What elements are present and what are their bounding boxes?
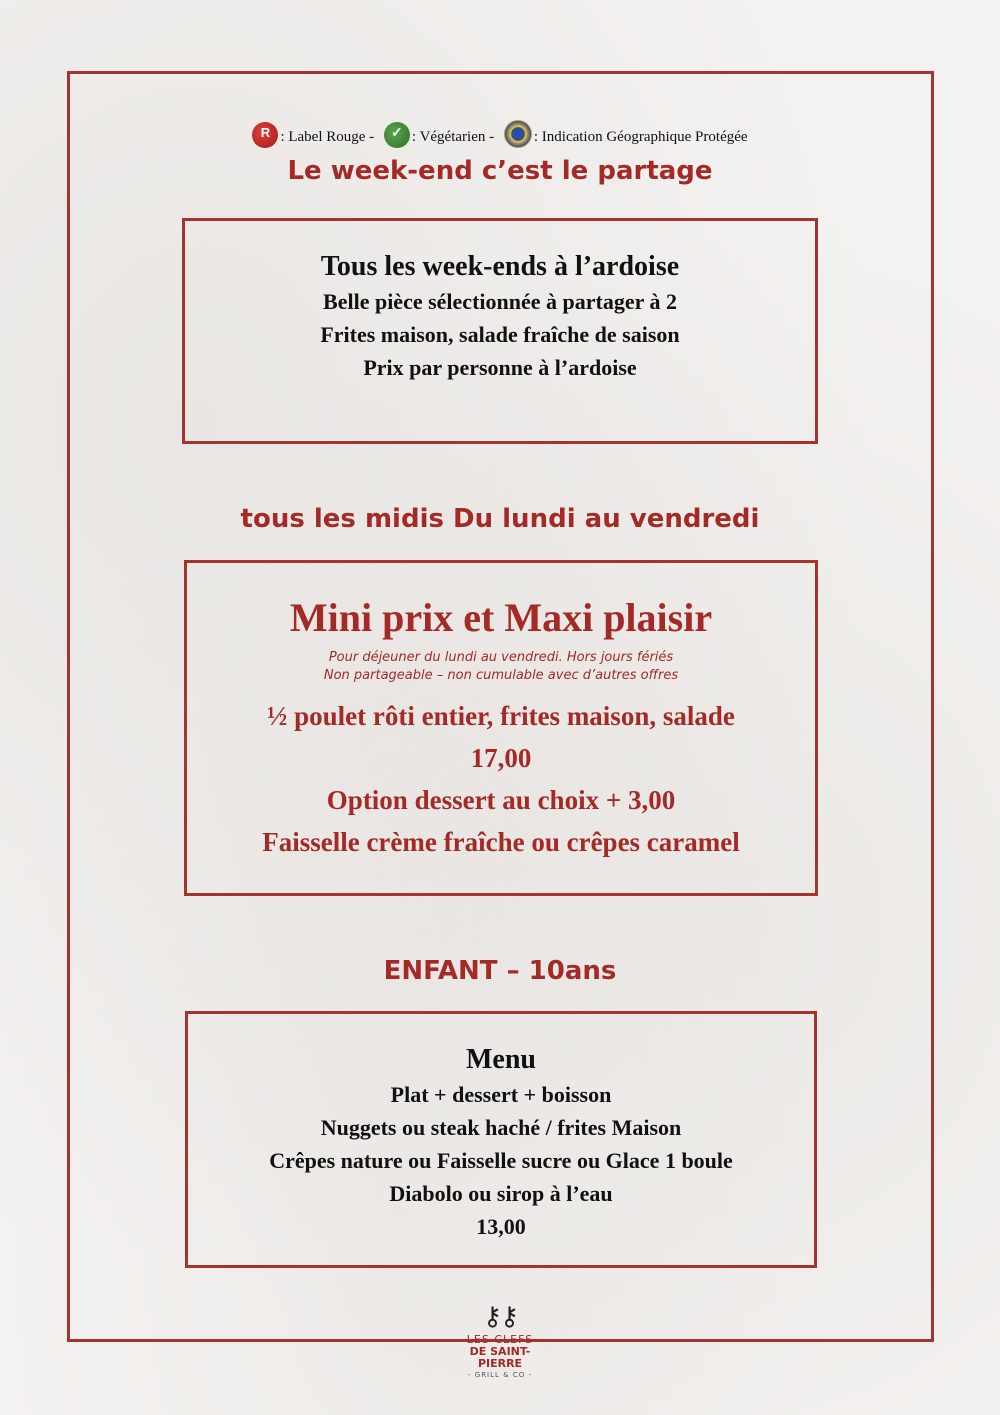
legend-igp: : Indication Géographique Protégée: [533, 129, 748, 145]
logo-line-2: DE SAINT-PIERRE: [469, 1345, 531, 1370]
legend-label-rouge: : Label Rouge -: [280, 129, 375, 145]
weekend-line: Frites maison, salade fraîche de saison: [320, 322, 680, 347]
vegetarian-icon: [384, 122, 410, 148]
restaurant-logo: [450, 1300, 550, 1380]
weekend-line: Belle pièce sélectionnée à partager à 2: [323, 289, 677, 314]
enfant-heading: ENFANT – 10ans: [383, 956, 617, 986]
enfant-price: 13,00: [476, 1214, 526, 1239]
legend-vegetarien: : Végétarien -: [411, 129, 495, 145]
label-rouge-icon: [252, 122, 278, 148]
logo-line-1: LES CLEFS: [466, 1333, 534, 1346]
midi-dessert: Faisselle crème fraîche ou crêpes caramel: [262, 827, 740, 857]
logo-line-3: - GRILL & CO -: [468, 1371, 532, 1379]
enfant-box: [185, 1011, 817, 1268]
weekend-heading: Le week-end c’est le partage: [287, 156, 713, 186]
midi-price: 17,00: [470, 743, 532, 773]
midi-box: [184, 560, 818, 896]
midi-dish: ½ poulet rôti entier, frites maison, salade: [267, 701, 735, 731]
midi-heading: tous les midis Du lundi au vendredi: [240, 504, 760, 534]
weekend-line: Prix par personne à l’ardoise: [363, 355, 637, 380]
midi-note: Pour déjeuner du lundi au vendredi. Hors jours fériés: [328, 650, 674, 665]
enfant-line: Nuggets ou steak haché / frites Maison: [320, 1115, 682, 1140]
enfant-line: Plat + dessert + boisson: [390, 1082, 612, 1107]
keys-icon: ⚷⚷: [482, 1302, 518, 1332]
midi-note: Non partageable – non cumulable avec d’autres offres: [323, 668, 679, 683]
enfant-line: Diabolo ou sirop à l’eau: [389, 1181, 613, 1206]
legend: [0, 120, 1000, 148]
weekend-title: Tous les week-ends à l’ardoise: [320, 251, 680, 282]
enfant-line: Crêpes nature ou Faisselle sucre ou Glace 1 boule: [269, 1148, 733, 1173]
midi-title: Mini prix et Maxi plaisir: [289, 595, 713, 640]
weekend-box: [182, 218, 818, 444]
midi-option: Option dessert au choix + 3,00: [326, 785, 676, 815]
enfant-title: Menu: [466, 1044, 536, 1075]
igp-icon: [504, 120, 532, 148]
